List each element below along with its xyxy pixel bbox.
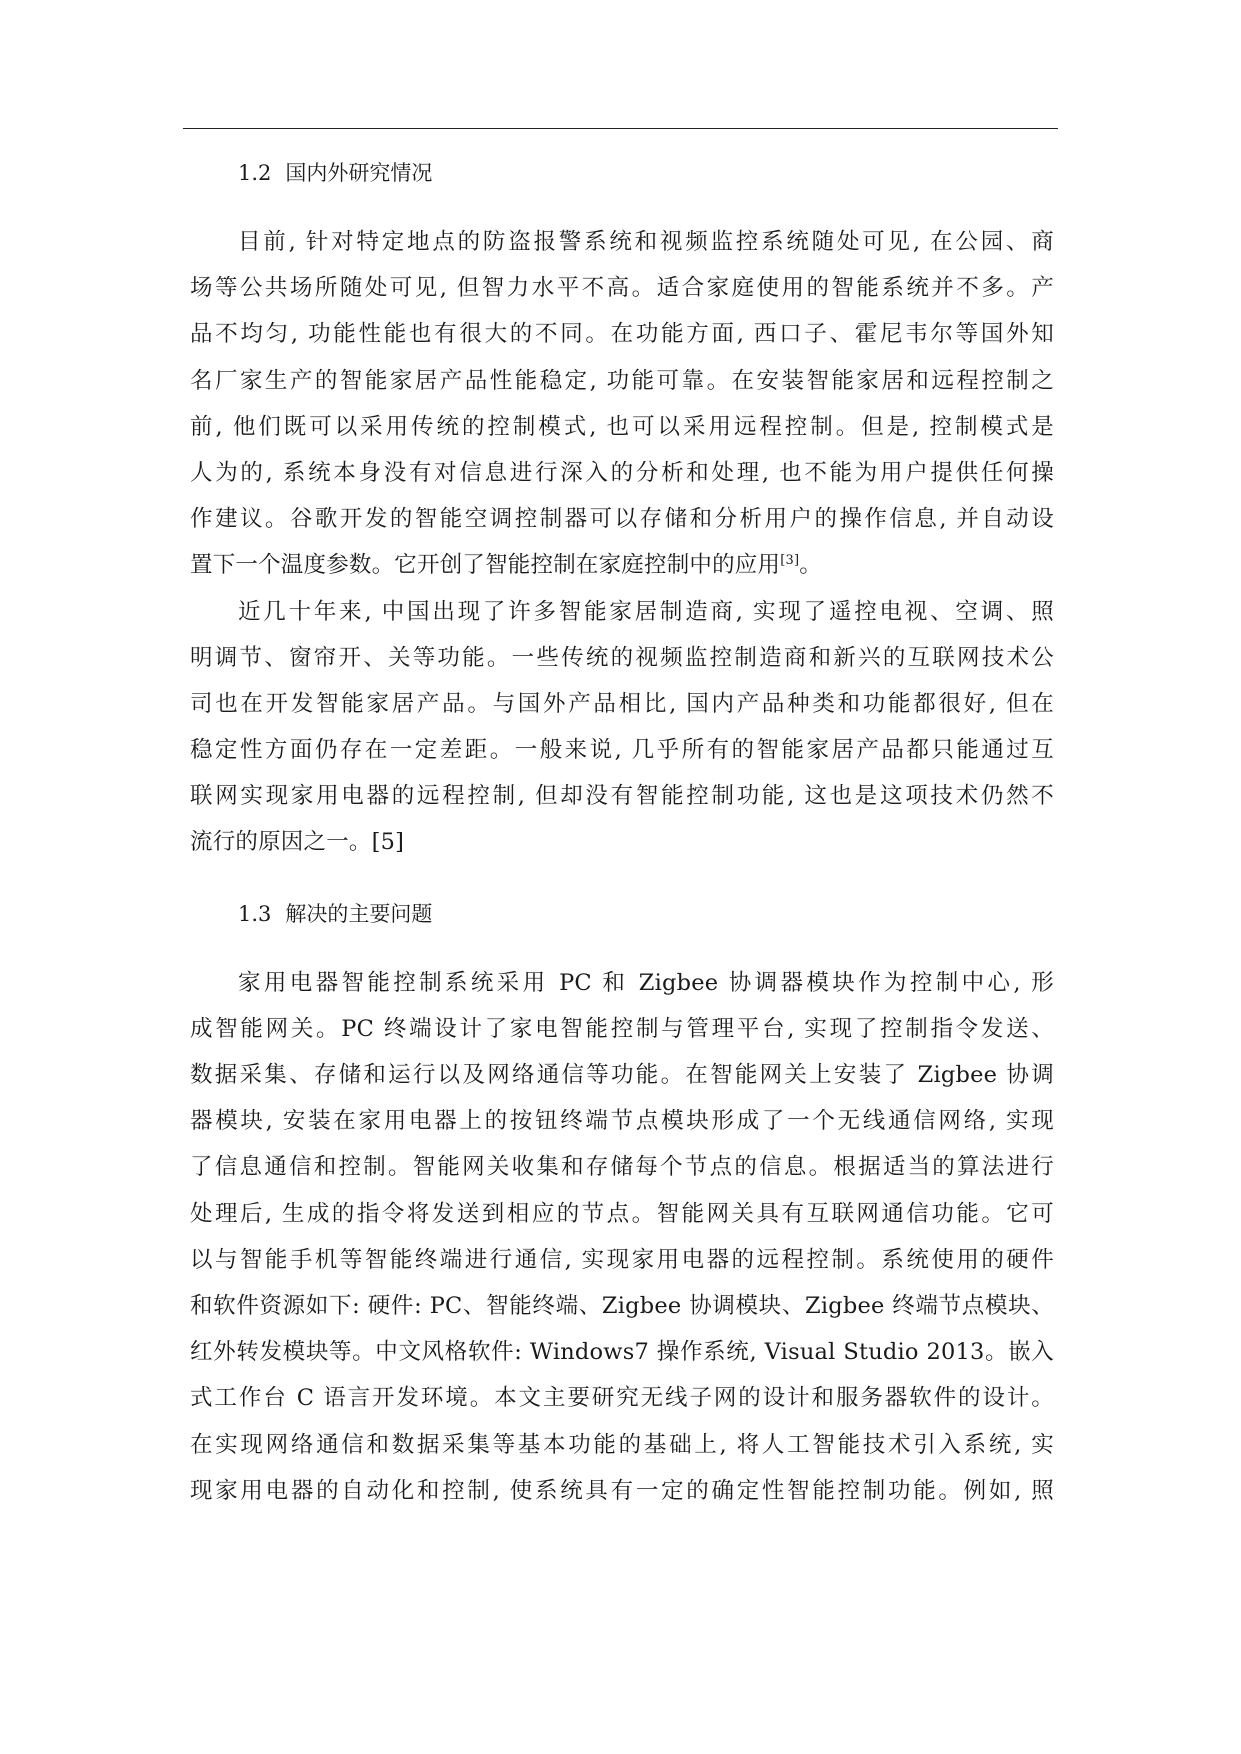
document-body [190,150,1054,1514]
text-line: 近几十年来, 中国出现了许多智能家居制造商, 实现了遥控电视、空调、照 [238,598,1054,625]
text-line: 司也在开发智能家居产品。与国外产品相比, 国内产品种类和功能都很好, 但在 [190,690,1054,717]
paragraph-research-status-abroad [190,219,1054,589]
text-line: 明调节、窗帘开、关等功能。一些传统的视频监控制造商和新兴的互联网技术公 [190,644,1054,671]
section-number: 1.2 [238,161,272,185]
text-line: 作建议。谷歌开发的智能空调控制器可以存储和分析用户的操作信息, 并自动设 [190,506,1054,533]
citation-ref[interactable]: [3] [780,553,800,569]
text-line: 流行的原因之一。[5] [190,829,405,856]
text-line: 式工作台 C 语言开发环境。本文主要研究无线子网的设计和服务器软件的设计。 [190,1385,1054,1412]
text-line: 品不均匀, 功能性能也有很大的不同。在功能方面, 西口子、霍尼韦尔等国外知 [190,321,1054,348]
text-line: 目前, 针对特定地点的防盗报警系统和视频监控系统随处可见, 在公园、商 [238,229,1054,255]
text-line: 在实现网络通信和数据采集等基本功能的基础上, 将人工智能技术引入系统, 实 [190,1431,1054,1458]
text-line: 处理后, 生成的指令将发送到相应的节点。智能网关具有互联网通信功能。它可 [190,1200,1054,1227]
text-line: 名厂家生产的智能家居产品性能稳定, 功能可靠。在安装智能家居和远程控制之 [190,367,1054,394]
text-segment: 。 [799,552,822,579]
text-line: 人为的, 系统本身没有对信息进行深入的分析和处理, 也不能为用户提供任何操 [190,459,1054,486]
text-line: 数据采集、存储和运行以及网络通信等功能。在智能网关上安装了 Zigbee 协调 [190,1062,1054,1088]
paragraph-research-status-domestic [190,589,1054,866]
text-line: 器模块, 安装在家用电器上的按钮终端节点模块形成了一个无线通信网络, 实现 [190,1108,1054,1135]
section-heading-1-3 [190,899,1054,929]
text-segment: 置下一个温度参数。它开创了智能控制在家庭控制中的应用 [190,552,781,579]
section-heading-1-2 [190,158,1054,188]
text-line: 联网实现家用电器的远程控制, 但却没有智能控制功能, 这也是这项技术仍然不 [190,783,1054,810]
text-line: 家用电器智能控制系统采用 PC 和 Zigbee 协调器模块作为控制中心, 形 [238,969,1054,996]
text-line: 和软件资源如下: 硬件: PC、智能终端、Zigbee 协调模块、Zigbee 终端节点模块、 [190,1292,1054,1319]
section-title: 国内外研究情况 [285,161,433,185]
text-line: 前, 他们既可以采用传统的控制模式, 也可以采用远程控制。但是, 控制模式是 [190,413,1054,440]
text-line: 了信息通信和控制。智能网关收集和存储每个节点的信息。根据适当的算法进行 [190,1154,1054,1181]
header-rule [183,128,1058,129]
text-line: 稳定性方面仍存在一定差距。一般来说, 几乎所有的智能家居产品都只能通过互 [190,737,1054,764]
text-line [190,542,1054,588]
paragraph-main-problems [190,960,1054,1514]
text-line: 以与智能手机等智能终端进行通信, 实现家用电器的远程控制。系统使用的硬件 [190,1246,1054,1273]
section-number: 1.3 [238,901,272,926]
text-line: 红外转发模块等。中文风格软件: Windows7 操作系统, Visual Studio 2013。嵌入 [190,1339,1054,1366]
section-title: 解决的主要问题 [285,901,433,926]
text-line: 成智能网关。PC 终端设计了家电智能控制与管理平台, 实现了控制指令发送、 [190,1015,1054,1042]
text-line: 现家用电器的自动化和控制, 使系统具有一定的确定性智能控制功能。例如, 照 [190,1477,1054,1504]
text-line: 场等公共场所随处可见, 但智力水平不高。适合家庭使用的智能系统并不多。产 [190,275,1054,302]
